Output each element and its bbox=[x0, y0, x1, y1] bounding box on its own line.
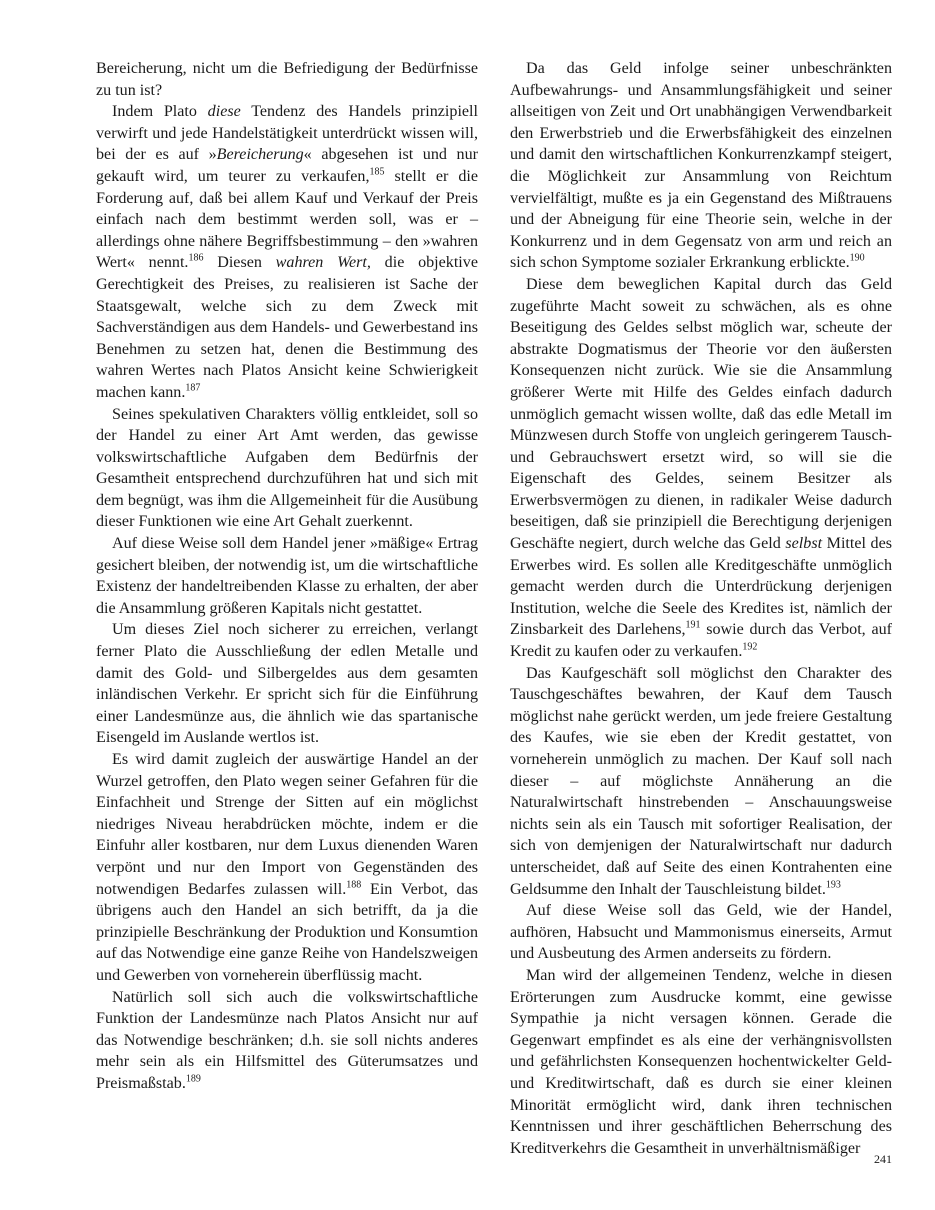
paragraph bbox=[96, 749, 478, 987]
text-segment: Auf diese Weise soll dem Handel jener »mäßige« Ertrag gesichert bleiben, der notwendig ist, um die wirtschaftliche Existenz der handeltreibenden Klasse zu erhalten, der aber die Ansammlung größeren Kapitals nicht gestattet. bbox=[96, 535, 478, 617]
text-segment: Diesen bbox=[203, 254, 276, 272]
paragraph bbox=[510, 965, 892, 1159]
emphasis-text: Bereicherung bbox=[216, 146, 304, 164]
text-segment: stellt er die Forderung auf, daß bei allem Kauf und Verkauf der Preis einfach nach dem bestimmt werden soll, was er – allerdings ohne nähere Begriffsbestimmung – den »wahren Wert« nennt. bbox=[96, 167, 478, 272]
text-segment: Es wird damit zugleich der auswärtige Handel an der Wurzel getroffen, den Plato wegen seiner Gefahren für die Einfachheit und Strenge der Sitten auf ein möglichst niedriges Niveau herabdrücken möchte, indem er die Einfuhr aller kostbaren, nur dem Luxus dienenden Waren verpönt und nur den Import von Gegenständen des notwendigen Bedarfes zulassen will. bbox=[96, 751, 478, 898]
footnote-ref: 189 bbox=[185, 1073, 201, 1085]
text-segment: Indem Plato bbox=[112, 103, 208, 121]
text-segment: Auf diese Weise soll das Geld, wie der Handel, aufhören, Habsucht und Mammonismus einerseits, Armut und Ausbeutung des Armen anderseits zu fördern. bbox=[510, 902, 892, 963]
paragraph bbox=[96, 987, 478, 1095]
text-segment: Diese dem beweglichen Kapital durch das Geld zugeführte Macht soweit zu schwächen, als es ohne Beseitigung des Geldes selbst möglich war, scheute der abstrakte Dogmatismus der Theorie vor den äußersten Konsequenzen nicht zurück. Wie sie die Ansammlung größerer Werte mit Hilfe des Geldes einfach dadurch unmöglich gemacht wissen wollte, daß das edle Metall im Münzwesen durch Stoffe von ungleich geringerem Tausch- und Gebrauchswert ersetzt wird, so will sie die Eigenschaft des Geldes, seinem Besitzer als Erwerbsvermögen zu dienen, in radikaler Weise dadurch beseitigen, daß sie prinzipiell die Berechtigung derjenigen Geschäfte negiert, durch welche das Geld bbox=[510, 275, 892, 553]
footnote-ref: 191 bbox=[685, 620, 701, 632]
footnote-ref: 193 bbox=[825, 879, 841, 891]
footnote-ref: 187 bbox=[185, 382, 201, 394]
text-segment: Seines spekulativen Charakters völlig entkleidet, soll so der Handel zu einer Art Amt werden, das gewisse volkswirtschaftliche Aufgaben dem Bedürfnis der Gesamtheit entsprechend durchzuführen hat und sich mit dem begnügt, was ihm die Allgemeinheit für die Ausübung dieser Funktionen wie eine Art Gehalt zuerkennt. bbox=[96, 405, 478, 531]
text-segment: Ein Verbot, das übrigens auch den Handel an sich betrifft, da ja die prinzipielle Beschränkung der Produktion und Konsumtion auf das Notwendige eine ganze Reihe von Handelszweigen und Gewerben von vorneherein überflüssig macht. bbox=[96, 880, 478, 984]
text-segment: die objektive Gerechtigkeit des Preises, zu realisieren ist Sache der Staatsgewalt, welche sich zu dem Zweck mit Sachverständigen aus dem Handels- und Gewerbestand ins Benehmen zu setzen hat, denen die Bestimmung des wahren Wertes nach Platos Ansicht keine Schwierigkeit machen kann. bbox=[96, 254, 478, 401]
text-segment: Da das Geld infolge seiner unbeschränkten Aufbewahrungs- und Ansammlungsfähigkeit und seiner allseitigen von Zeit und Ort unabhängigen Verwendbarkeit den Erwerbstrieb und die Erwerbsfähigkeit des einzelnen und damit den wirtschaftlichen Konkurrenzkampf steigert, die Möglichkeit zur Ansammlung von Reichtum vervielfältigt, mußte es ja ein Gegenstand des Mißtrauens und der Abneigung für eine Theorie sein, welche in der Konkurrenz und in dem Gegensatz von arm und reich an sich schon Symptome sozialer Erkrankung erblickte. bbox=[510, 60, 892, 272]
paragraph bbox=[96, 533, 478, 619]
text-segment: Bereicherung, nicht um die Befriedigung der Bedürfnisse zu tun ist? bbox=[96, 60, 478, 99]
footnote-ref: 190 bbox=[849, 252, 865, 264]
emphasis-text: wahren Wert, bbox=[275, 254, 371, 272]
text-segment: sowie durch das Verbot, auf Kredit zu kaufen oder zu verkaufen. bbox=[510, 621, 892, 661]
paragraph bbox=[96, 404, 478, 534]
text-segment: Tendenz des Handels prinzipiell verwirft und jede Handelstätigkeit unterdrückt wissen will, bei der es auf » bbox=[96, 103, 478, 164]
emphasis-text: selbst bbox=[785, 535, 823, 553]
paragraph bbox=[510, 274, 892, 663]
paragraph bbox=[510, 663, 892, 901]
emphasis-text: diese bbox=[207, 103, 241, 121]
footnote-ref: 186 bbox=[188, 252, 204, 264]
text-segment: « abgesehen ist und nur gekauft wird, um teurer zu verkaufen, bbox=[96, 146, 478, 185]
text-segment: Mittel des Erwerbes wird. Es sollen alle Kreditgeschäfte unmöglich gemacht werden durch die Unterdrückung derjenigen Institution, welche die Seele des Kredites ist, nämlich der Zinsbarkeit des Darlehens, bbox=[510, 535, 892, 639]
paragraph bbox=[510, 900, 892, 965]
paragraph bbox=[96, 101, 478, 403]
paragraph bbox=[96, 58, 478, 101]
footnote-ref: 192 bbox=[742, 641, 758, 653]
text-segment: Man wird der allgemeinen Tendenz, welche in diesen Erörterungen zum Ausdrucke kommt, eine gewisse Sympathie ja nicht versagen können. Gerade die Gegenwart empfindet es als eine der verhängnisvollsten und gefährlichsten Konsequenzen hochentwickelter Geld- und Kreditwirtschaft, daß es durch sie einer kleinen Minorität ermöglicht wird, dank ihren technischen Kenntnissen und ihrer geschäftlichen Beherrschung des Kreditverkehrs die Gesamtheit in unverhältnismäßiger bbox=[510, 966, 892, 1157]
page-number: 241 bbox=[874, 1152, 892, 1166]
footnote-ref: 188 bbox=[346, 879, 362, 891]
footnote-ref: 185 bbox=[369, 166, 385, 178]
text-segment: Das Kaufgeschäft soll möglichst den Charakter des Tauschgeschäftes bewahren, der Kauf dem Tausch möglichst nahe gerückt werden, um jede freiere Gestaltung des Kaufes, wie sie eben der Kredit gestattet, von vorneherein unmöglich zu machen. Der Kauf soll nach dieser – auf möglichste Annäherung an die Naturalwirtschaft hinstrebenden – Anschauungsweise nichts sein als ein Tausch mit sofortiger Realisation, der sich von demjenigen der Naturalwirtschaft nur dadurch unterscheidet, daß auf Seite des einen Kontrahenten eine Geldsumme den Inhalt der Tauschleistung bildet. bbox=[510, 664, 892, 898]
paragraph bbox=[510, 58, 892, 274]
text-segment: Um dieses Ziel noch sicherer zu erreichen, verlangt ferner Plato die Ausschließung der edlen Metalle und damit des Gold- und Silbergeldes aus dem gesamten inländischen Verkehr. Er spricht sich für die Einführung einer Landesmünze aus, die ähnlich wie das spartanische Eisengeld im Auslande wertlos ist. bbox=[96, 621, 478, 747]
right-text-column bbox=[510, 58, 892, 1159]
text-segment: Natürlich soll sich auch die volkswirtschaftliche Funktion der Landesmünze nach Platos Ansicht nur auf das Notwendige beschränken; d.h. sie soll nichts anderes mehr sein als ein Hilfsmittel des Güterumsatzes und Preismaßstab. bbox=[96, 988, 478, 1092]
left-text-column bbox=[96, 58, 478, 1095]
paragraph bbox=[96, 619, 478, 749]
